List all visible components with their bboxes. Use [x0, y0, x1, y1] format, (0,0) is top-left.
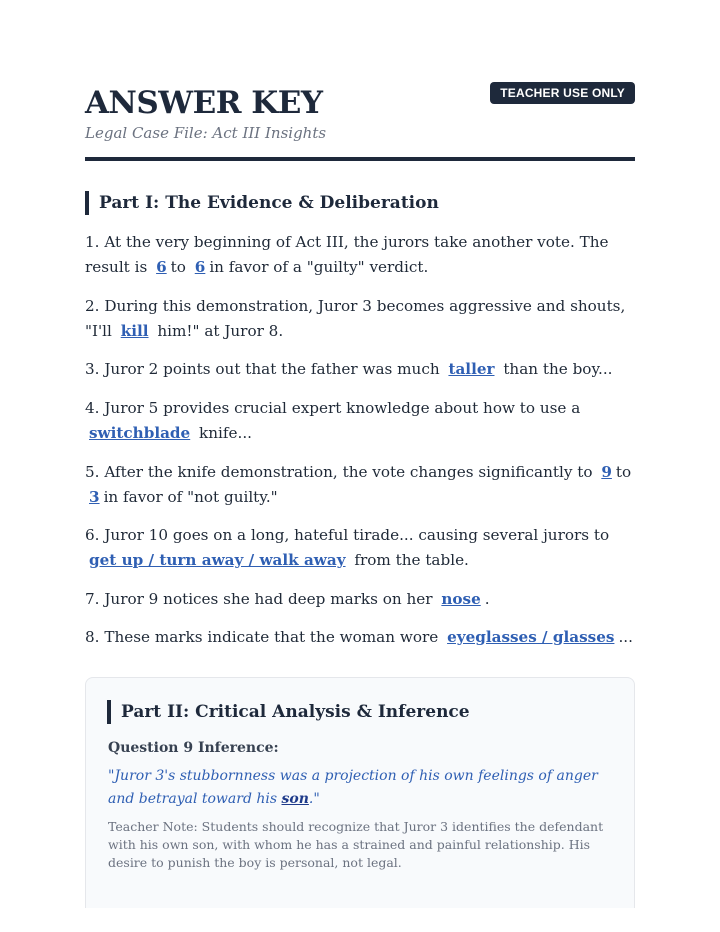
answer-1b: 6	[194, 258, 206, 276]
teacher-use-badge: TEACHER USE ONLY	[490, 82, 635, 104]
answer-5a: 9	[601, 463, 612, 481]
question-1: 1. At the very beginning of Act III, the jurors take another vote. The result is 6 to 6 in favor of a "guilty" verdict.	[85, 233, 609, 276]
question-8: 8. These marks indicate that the woman wore eyeglasses / glasses ...	[85, 628, 633, 646]
part2-heading: Part II: Critical Analysis & Inference	[107, 700, 581, 724]
question-9-quote: "Juror 3's stubbornness was a projection of his own feelings of anger and betrayal toward his son."	[108, 768, 598, 807]
question-7: 7. Juror 9 notices she had deep marks on her nose .	[85, 590, 490, 608]
answer-9: son	[281, 791, 309, 807]
question-4: 4. Juror 5 provides crucial expert knowledge about how to use a switchblade knife...	[85, 399, 581, 442]
teacher-note: Teacher Note: Students should recognize that Juror 3 identifies the defendant with his own son, with whom he has a strained and painful relationship. His desire to punish the boy is personal, not legal.	[108, 819, 604, 870]
question-6: 6. Juror 10 goes on a long, hateful tirade... causing several jurors to get up / turn away / walk away from the table.	[85, 526, 610, 569]
question-5: 5. After the knife demonstration, the vote changes significantly to 9 to 3 in favor of "not guilty."	[85, 463, 632, 506]
question-2: 2. During this demonstration, Juror 3 becomes aggressive and shouts, "I'll kill him!" at Juror 8.	[85, 297, 626, 340]
page-title: ANSWER KEY	[85, 85, 323, 121]
question-9-label: Question 9 Inference:	[108, 740, 279, 756]
question-3: 3. Juror 2 points out that the father was much taller than the boy...	[85, 360, 613, 378]
answer-3: taller	[448, 360, 495, 378]
header	[85, 84, 635, 143]
answer-5b: 3	[89, 488, 100, 506]
part1-heading: Part I: The Evidence & Deliberation	[85, 191, 559, 215]
answer-1a: 6	[156, 258, 167, 276]
answer-2: kill	[120, 322, 149, 340]
answer-4: switchblade	[89, 424, 191, 442]
header-divider	[85, 157, 635, 161]
answer-6: get up / turn away / walk away	[89, 551, 346, 569]
answer-8: eyeglasses / glasses	[447, 628, 615, 646]
page-subtitle: Legal Case File: Act III Insights	[85, 124, 327, 142]
answer-7: nose	[441, 590, 481, 608]
part2-card	[85, 677, 635, 908]
